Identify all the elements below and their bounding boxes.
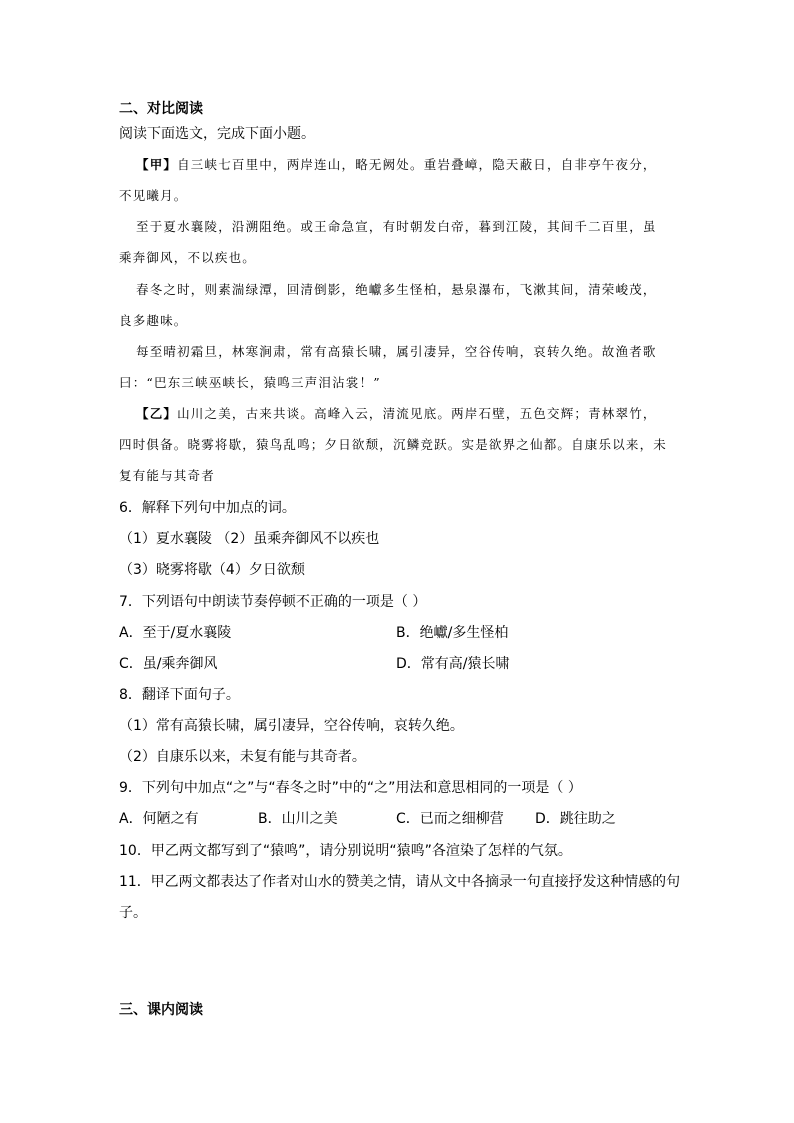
passage-jia-p2-line1: 至于夏水襄陵，沿溯阻绝。或王命急宣，有时朝发白帝，暮到江陵，其间千二百里，虽 xyxy=(136,219,657,234)
question-7-option-c: C．虽/乘奔御风 xyxy=(119,656,218,672)
question-8-stem: 8．翻译下面句子。 xyxy=(119,687,240,703)
passage-jia-p1-line2: 不见曦月。 xyxy=(119,188,188,203)
passage-jia-p3-line2: 良多趣味。 xyxy=(119,313,188,328)
section-2-instruction: 阅读下面选文，完成下面小题。 xyxy=(119,126,315,142)
question-11-line2: 子。 xyxy=(119,905,147,921)
question-6-stem: 6．解释下列句中加点的词。 xyxy=(119,500,296,516)
question-7-option-b: B．绝巘/多生怪柏 xyxy=(396,625,509,641)
question-8-sentence1: （1）常有高猿长啸，属引凄异，空谷传响，哀转久绝。 xyxy=(119,718,464,734)
question-8-sentence2: （2）自康乐以来，未复有能与其奇者。 xyxy=(119,749,366,765)
passage-yi-line3: 复有能与其奇者 xyxy=(119,468,215,483)
question-9-option-c: C．已而之细柳营 xyxy=(396,811,504,827)
question-9-stem: 9．下列句中加点“之”与“春冬之时”中的“之”用法和意思相同的一项是（ ） xyxy=(119,780,582,796)
question-10-stem: 10．甲乙两文都写到了“猿鸣”，请分别说明“猿鸣”各渲染了怎样的气氛。 xyxy=(119,843,572,859)
question-6-row1: （1）夏水襄陵 （2）虽乘奔御风不以疾也 xyxy=(119,531,380,547)
question-7-option-a: A．至于/夏水襄陵 xyxy=(119,625,232,641)
section-3-heading: 三、课内阅读 xyxy=(119,1002,203,1018)
question-7-stem: 7．下列语句中朗读节奏停顿不正确的一项是（ ） xyxy=(119,594,427,610)
section-2-heading: 二、对比阅读 xyxy=(119,101,203,117)
passage-jia-p4-line1: 每至晴初霜旦，林寒涧肃，常有高猿长啸，属引凄异，空谷传响，哀转久绝。故渔者歌 xyxy=(136,344,657,359)
passage-jia-tag: 【甲】 xyxy=(136,157,178,172)
question-9-option-d: D．跳往助之 xyxy=(535,811,616,827)
question-7-option-d: D．常有高/猿长啸 xyxy=(396,656,510,672)
passage-yi-line2: 四时俱备。晓雾将歇，猿鸟乱鸣；夕日欲颓，沉鳞竞跃。实是欲界之仙都。自康乐以来，未 xyxy=(119,437,668,452)
passage-yi-tag: 【乙】 xyxy=(136,406,178,421)
passage-jia-p3-line1: 春冬之时，则素湍绿潭，回清倒影，绝巘多生怪柏，悬泉瀑布，飞漱其间，清荣峻茂， xyxy=(136,282,657,297)
question-6-row2: （3）晓雾将歇（4）夕日欲颓 xyxy=(119,562,305,578)
passage-jia-p4-line2: 曰：“巴东三峡巫峡长，猿鸣三声泪沾裳！” xyxy=(119,375,381,390)
passage-yi-line1: 【乙】山川之美，古来共谈。高峰入云，清流见底。两岸石壁，五色交辉；青林翠竹， xyxy=(136,406,657,421)
question-11-line1: 11．甲乙两文都表达了作者对山水的赞美之情，请从文中各摘录一句直接抒发这种情感的句 xyxy=(119,874,680,890)
question-9-option-a: A．何陋之有 xyxy=(119,811,199,827)
passage-jia-p2-line2: 乘奔御风，不以疾也。 xyxy=(119,250,257,265)
question-9-option-b: B．山川之美 xyxy=(258,811,338,827)
passage-jia-p1-line1: 【甲】自三峡七百里中，两岸连山，略无阙处。重岩叠嶂，隐天蔽日，自非亭午夜分， xyxy=(136,157,657,172)
